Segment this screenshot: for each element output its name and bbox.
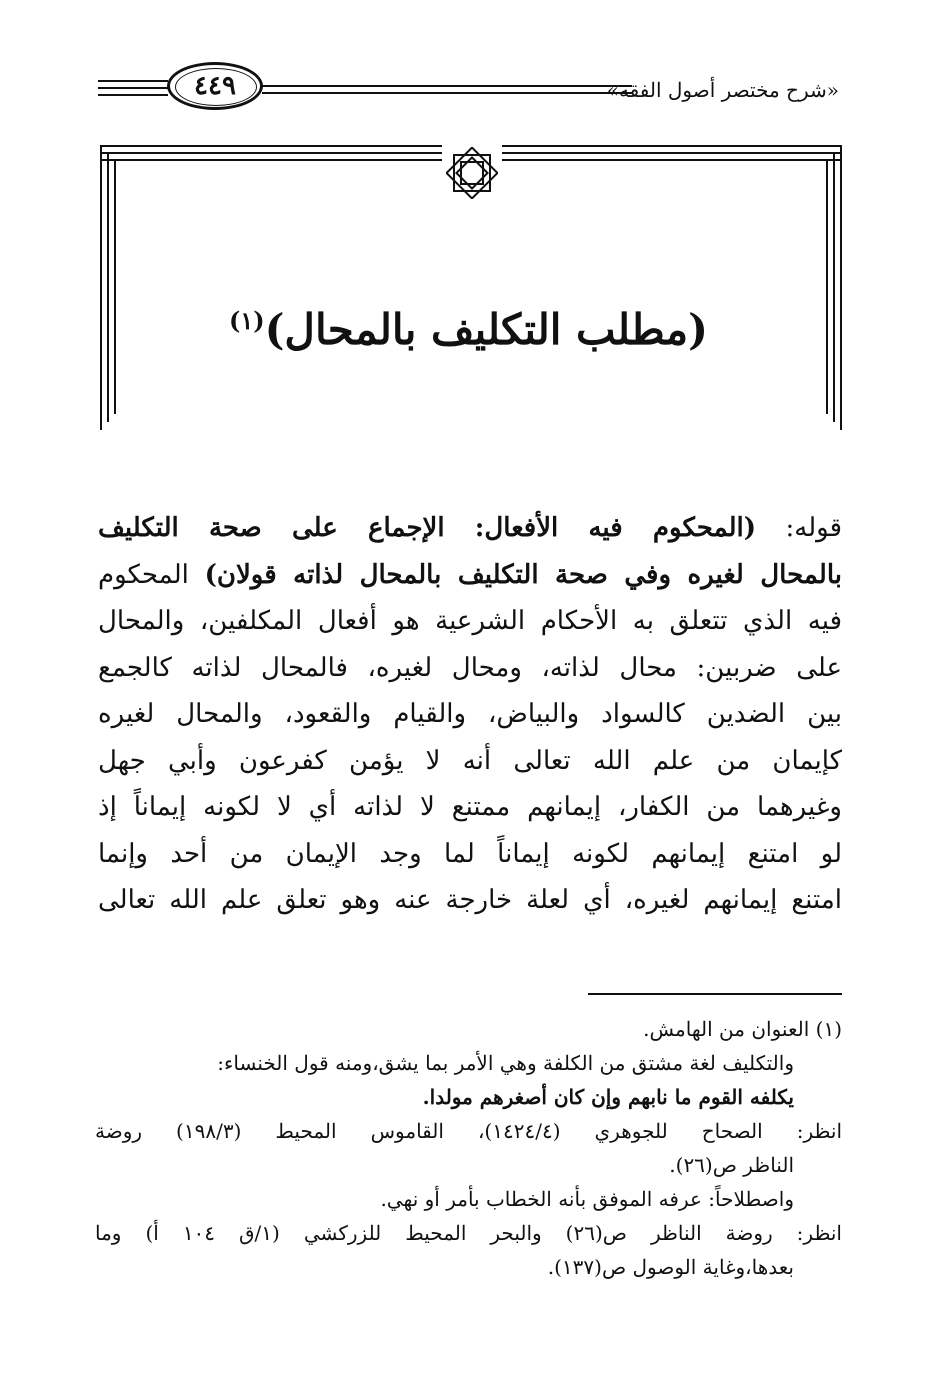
frame-left-2 xyxy=(107,152,109,422)
frame-top-left-2 xyxy=(100,152,442,154)
header-rule-mid-1 xyxy=(262,85,632,87)
body-line-plain: قوله: xyxy=(756,513,842,543)
footnote-definition: والتكليف لغة مشتق من الكلفة وهي الأمر بما يشق،ومنه قول الخنساء: xyxy=(217,1051,794,1075)
header-rule-mid-2 xyxy=(262,92,632,94)
body-line: لو امتنع إيمانهم لكونه إيماناً لما وجد الإيمان من أحد وإنما xyxy=(98,838,842,869)
frame-left-1 xyxy=(100,145,102,430)
header-rule-left-3 xyxy=(98,94,168,96)
body-line: على ضربين: محال لذاته، ومحال لغيره، فالمحال لذاته كالجمع xyxy=(98,652,842,683)
chapter-title-text: (مطلب التكليف بالمحال) xyxy=(264,305,709,354)
body-line: امتنع إيمانهم لغيره، أي لعلة خارجة عنه وهو تعلق علم الله تعالى xyxy=(98,885,842,915)
frame-right-1 xyxy=(840,145,842,430)
frame-top-right-1 xyxy=(502,145,842,147)
footnotes xyxy=(95,1012,842,1284)
body-line-bold: بالمحال لغيره وفي صحة التكليف بالمحال لذاته قولان) xyxy=(204,559,842,590)
frame-top-left-3 xyxy=(100,159,442,161)
body-line xyxy=(98,505,842,552)
poetry-verse xyxy=(95,1080,842,1114)
header-rule-left-2 xyxy=(98,87,168,89)
body-line: كإيمان من علم الله تعالى أنه لا يؤمن كفرعون وأبي جهل xyxy=(98,745,842,776)
frame-top-right-2 xyxy=(502,152,842,154)
frame-top-left-1 xyxy=(100,145,442,147)
chapter-title xyxy=(180,305,757,354)
body-line: فيه الذي تتعلق به الأحكام الشرعية هو أفعال المكلفين، والمحال xyxy=(98,606,842,636)
body-line-bold: (المحكوم فيه الأفعال: الإجماع على صحة التكليف xyxy=(98,513,757,543)
footnote-reference: انظر: الصحاح للجوهري (١٤٢٤/٤)، القاموس المحيط (١٩٨/٣) روضة xyxy=(95,1119,843,1143)
frame-top-right-3 xyxy=(502,159,842,161)
running-title: «شرح مختصر أصول الفقه» xyxy=(606,78,839,102)
frame-right-2 xyxy=(833,152,835,422)
footnote-term-definition: واصطلاحاً: عرفه الموفق بأنه الخطاب بأمر أو نهي. xyxy=(380,1187,794,1211)
body-line xyxy=(98,552,842,599)
star-ornament-icon xyxy=(446,147,498,199)
footnote-1-title: (١) العنوان من الهامش. xyxy=(643,1017,842,1041)
header-rule-left-1 xyxy=(98,80,168,82)
body-line: بين الضدين كالسواد والبياض، والقيام والقعود، والمحال لغيره xyxy=(98,699,842,729)
chapter-footnote-ref: (١) xyxy=(228,306,265,335)
body-text xyxy=(98,505,842,924)
body-line-plain: المحكوم xyxy=(98,559,205,590)
verse-first-hemistich: يكلفه القوم ما نابهم xyxy=(627,1085,794,1109)
body-line: وغيرهما من الكفار، إيمانهم ممتنع لا لذاته أي لا لكونه إيماناً إذ xyxy=(98,792,842,822)
footnote-reference-cont: بعدها،وغاية الوصول ص(١٣٧). xyxy=(547,1255,794,1279)
footnote-reference: انظر: روضة الناظر ص(٢٦) والبحر المحيط للزركشي (١/ق ١٠٤ أ) وما xyxy=(95,1221,842,1245)
frame-right-3 xyxy=(826,159,828,414)
frame-left-3 xyxy=(114,159,116,414)
footnote-separator xyxy=(588,993,842,995)
verse-second-hemistich: وإن كان أصغرهم مولدا. xyxy=(422,1085,622,1109)
page-number: ٤٤٩ xyxy=(194,71,236,101)
footnote-reference-cont: الناظر ص(٢٦). xyxy=(669,1153,794,1177)
